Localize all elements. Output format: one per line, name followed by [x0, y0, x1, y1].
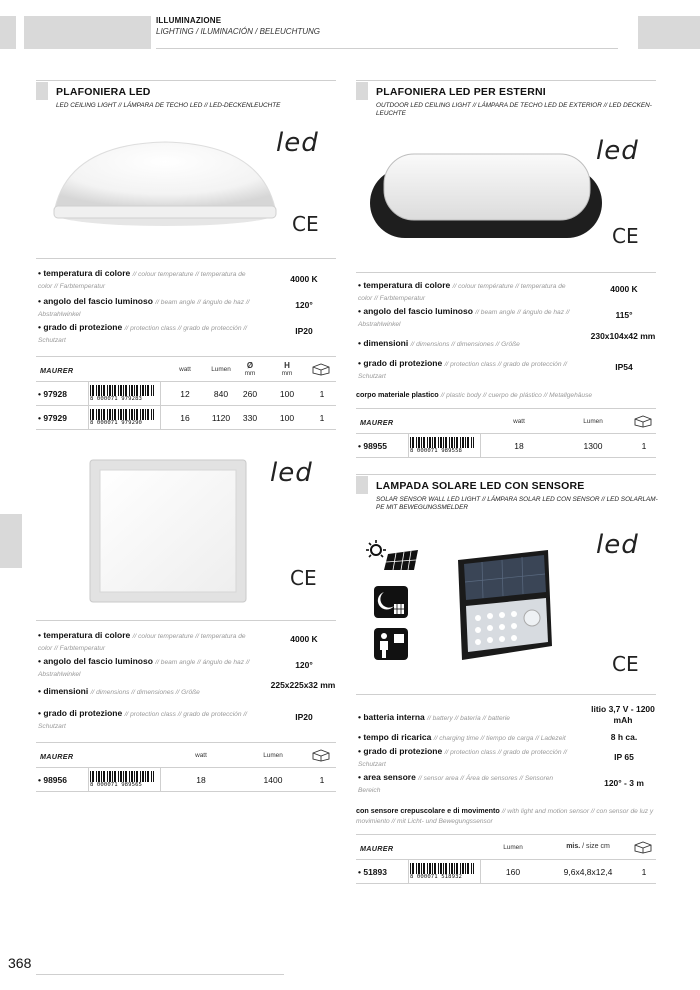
material-note: corpo materiale plastico // plastic body // cuerpo de plástico // Metallgehäuse — [356, 390, 593, 399]
night-sensor-icon — [374, 586, 408, 618]
cell-box: 1 — [641, 441, 647, 451]
spec-row: • angolo del fascio luminoso // beam angle // ángulo de haz // Abstrahlwinkel — [38, 296, 250, 318]
spec-row: • area sensore // sensor area // Área de sensores // Sensoren Bereich — [358, 772, 554, 794]
col-lumen: Lumen — [583, 418, 603, 425]
section-divider — [356, 80, 656, 81]
led-logo: led — [276, 128, 319, 158]
spec-value: 4000 K — [290, 634, 318, 644]
cell-size: 9,6x4,8x12,4 — [563, 867, 613, 877]
product-table — [36, 742, 336, 792]
product-table — [356, 834, 656, 884]
spec-value: IP 65 — [614, 752, 634, 762]
led-logo: led — [596, 136, 639, 166]
section-subtitle-lampada-solare: SOLAR SENSOR WALL LED LIGHT // LÁMPARA SOLAR LED CON SENSOR // LED SOLARLAM-PE MIT BEWEGUNGSMELDER — [376, 496, 658, 511]
spec-row: • temperatura di colore // colour temperature // temperatura de color // Farbtemperatur — [38, 268, 246, 290]
box-icon — [634, 841, 652, 854]
barcode: 8 000071 979283 — [90, 385, 154, 402]
spec-row: • temperatura di colore // colour température // temperatura de color // Farbtemperatur — [358, 280, 566, 302]
barcode: 8 000071 989558 — [410, 437, 474, 454]
spec-row: • grado di protezione // protection class // grado de protección // Schutzart — [358, 358, 568, 380]
footer-divider — [36, 974, 284, 975]
cell-watt: 18 — [196, 775, 206, 785]
table-header-row — [356, 835, 656, 860]
col-diameter: Ø mm — [244, 361, 256, 377]
sensor-note: con sensore crepuscolare e di movimento // with light and motion sensor // con sensor de luz y movimiento // mit Licht- und Bewegungssensor — [356, 806, 654, 825]
table-row — [36, 406, 336, 430]
table-header-row — [36, 743, 336, 768]
right-page-tab — [638, 16, 700, 49]
col-height: H mm — [281, 361, 293, 377]
table-row — [356, 860, 656, 884]
cell-watt: 16 — [180, 413, 190, 423]
section-divider — [36, 258, 336, 259]
motion-person-icon — [374, 628, 408, 660]
spec-row: • batteria interna // battery // batería // batterie — [358, 712, 510, 722]
page-number: 368 — [8, 955, 32, 971]
spec-value: 4000 K — [290, 274, 318, 284]
spec-value: 120° — [295, 660, 313, 670]
led-logo: led — [270, 458, 313, 488]
section-title-lampada-solare: LAMPADA SOLARE LED CON SENSORE — [376, 480, 585, 492]
spec-row: • tempo di ricarica // charging time // tiempo de carga // Ladezeit — [358, 732, 566, 742]
header-tab — [24, 16, 151, 49]
spec-row: • angolo del fascio luminoso // beam angle // ángulo de haz // Abstrahlwinkel — [358, 306, 570, 328]
ce-mark: CE — [612, 652, 639, 676]
spec-row: • grado di protezione // protection class // grado de protección // Schutzart — [38, 322, 248, 344]
col-watt: watt — [179, 366, 191, 373]
ce-mark: CE — [612, 224, 639, 248]
spec-value: 120° - 3 m — [604, 778, 644, 788]
product-code: • 98955 — [358, 441, 387, 451]
left-page-tab — [0, 16, 16, 49]
section-subtitle-plafoniera-esterni: OUTDOOR LED CEILING LIGHT // LÁMPARA DE TECHO LED DE EXTERIOR // LED DECKEN-LEUCHTE — [376, 102, 652, 117]
section-divider — [356, 272, 656, 273]
page-header-title: ILLUMINAZIONE — [156, 16, 222, 25]
brand-logo: MAURER — [360, 418, 394, 427]
col-lumen: Lumen — [263, 752, 283, 759]
square-panel-image — [88, 458, 248, 604]
spec-row: • temperatura di colore // colour temperature // temperatura de color // Farbtemperatur — [38, 630, 246, 652]
oval-outdoor-light-image — [366, 150, 606, 244]
product-table — [356, 408, 656, 458]
sun-solar-icon — [366, 540, 420, 572]
table-header-row — [36, 357, 336, 382]
section-subtitle-plafoniera-led: LED CEILING LIGHT // LÁMPARA DE TECHO LED // LED-DECKENLEUCHTE — [56, 102, 281, 109]
brand-logo: MAURER — [360, 844, 394, 853]
cell-height: 100 — [279, 389, 295, 399]
spec-value: 120° — [295, 300, 313, 310]
spec-value: IP20 — [295, 712, 313, 722]
spec-value: 225x225x32 mm — [270, 680, 336, 690]
column-separator — [160, 382, 161, 430]
cell-height: 100 — [279, 413, 295, 423]
section-title-plafoniera-led: PLAFONIERA LED — [56, 86, 151, 98]
box-icon — [634, 415, 652, 428]
cell-lumen: 1300 — [583, 441, 603, 451]
product-code: • 51893 — [358, 867, 387, 877]
product-code: • 97929 — [38, 413, 67, 423]
spec-row: • dimensioni // dimensions // dimensiones // Größe — [358, 338, 520, 348]
section-marker — [36, 82, 48, 100]
brand-logo: MAURER — [40, 752, 74, 761]
table-header-row — [356, 409, 656, 434]
led-logo: led — [596, 530, 639, 560]
header-divider — [156, 48, 618, 49]
table-row — [36, 382, 336, 406]
spec-row: • angolo del fascio luminoso // beam angle // ángulo de haz // Abstrahlwinkel — [38, 656, 250, 678]
column-separator — [88, 382, 89, 430]
spec-row: • grado di protezione // protection class // grado de protección // Schutzart — [38, 708, 248, 730]
table-row — [356, 434, 656, 458]
section-marker — [356, 476, 368, 494]
table-row — [36, 768, 336, 792]
cell-lumen: 840 — [213, 389, 229, 399]
cell-box: 1 — [319, 775, 325, 785]
spec-value: 8 h ca. — [610, 732, 638, 742]
spec-value: 4000 K — [610, 284, 638, 294]
barcode: 8 000071 979290 — [90, 409, 154, 426]
cell-box: 1 — [319, 389, 325, 399]
column-separator — [408, 434, 409, 458]
spec-value: IP20 — [295, 326, 313, 336]
cell-lumen: 1120 — [211, 413, 231, 423]
cell-lumen: 160 — [505, 867, 521, 877]
ce-mark: CE — [292, 212, 319, 236]
cell-box: 1 — [641, 867, 647, 877]
product-table — [36, 356, 336, 430]
col-lumen: Lumen — [503, 844, 523, 851]
box-icon — [312, 363, 330, 376]
ce-mark: CE — [290, 566, 317, 590]
spec-value: 115° — [615, 310, 633, 320]
col-watt: watt — [195, 752, 207, 759]
spec-value: litio 3,7 V - 1200 mAh — [591, 704, 655, 725]
barcode: 8 000071 518932 — [410, 863, 474, 880]
cell-diameter: 330 — [242, 413, 258, 423]
spec-value: IP54 — [615, 362, 633, 372]
side-section-tab — [0, 514, 22, 568]
cell-watt: 12 — [180, 389, 190, 399]
section-divider — [356, 474, 656, 475]
spec-value: 230x104x42 mm — [590, 331, 656, 341]
box-icon — [312, 749, 330, 762]
section-title-plafoniera-esterni: PLAFONIERA LED PER ESTERNI — [376, 86, 546, 98]
barcode: 8 000071 989565 — [90, 771, 154, 788]
column-separator — [88, 768, 89, 792]
cell-lumen: 1400 — [263, 775, 283, 785]
cell-diameter: 260 — [242, 389, 258, 399]
section-divider — [36, 620, 336, 621]
section-divider — [356, 694, 656, 695]
col-watt: watt — [513, 418, 525, 425]
column-separator — [408, 860, 409, 884]
ceiling-light-image — [40, 136, 290, 232]
section-marker — [356, 82, 368, 100]
spec-row: • grado di protezione // protection class // grado de protección // Schutzart — [358, 746, 568, 768]
cell-box: 1 — [319, 413, 325, 423]
spec-row: • dimensioni // dimensions // dimensiones // Größe — [38, 686, 200, 696]
solar-light-image — [452, 546, 556, 664]
cell-watt: 18 — [514, 441, 524, 451]
column-separator — [480, 434, 481, 458]
product-code: • 98956 — [38, 775, 67, 785]
brand-logo: MAURER — [40, 366, 74, 375]
col-lumen: Lumen — [211, 366, 231, 373]
section-divider — [36, 80, 336, 81]
column-separator — [480, 860, 481, 884]
column-separator — [160, 768, 161, 792]
page-header-subtitle: LIGHTING / ILUMINACIÓN / BELEUCHTUNG — [156, 27, 321, 36]
col-size: mis. / size cm — [566, 843, 610, 850]
product-code: • 97928 — [38, 389, 67, 399]
